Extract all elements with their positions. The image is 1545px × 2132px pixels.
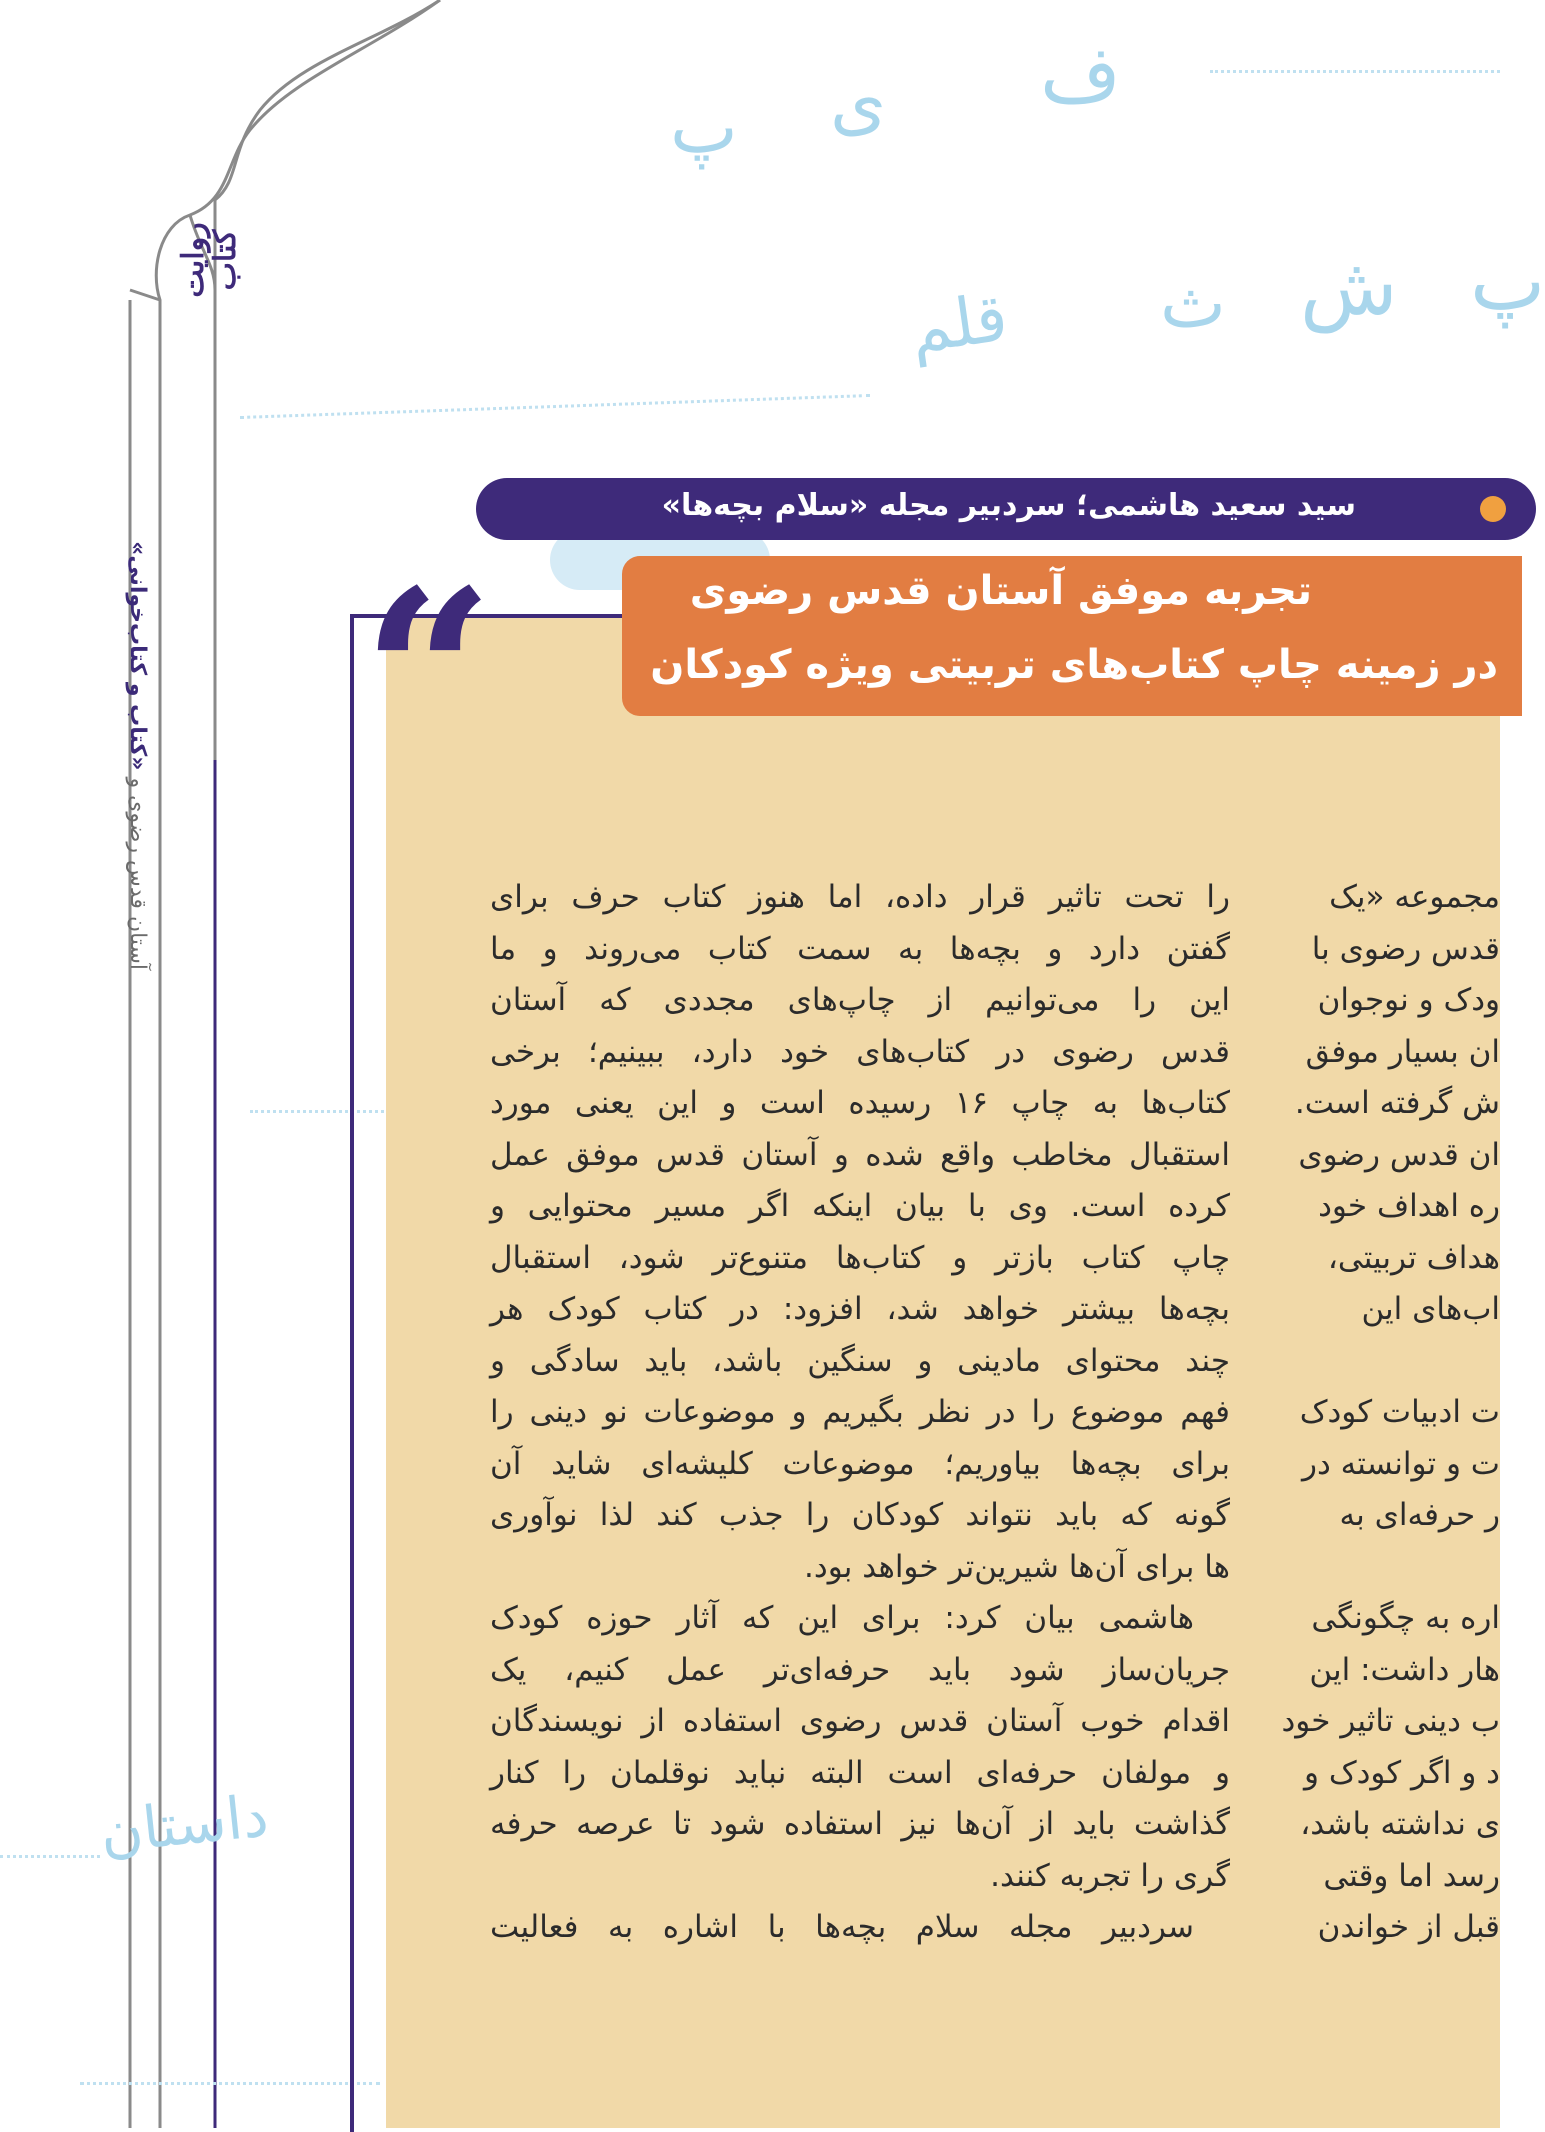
text-line: کتاب‌ها به چاپ ۱۶ رسیده است و این یعنی مورد: [490, 1085, 1231, 1121]
author-bar-dot: [1480, 496, 1506, 522]
article-title-line2: در زمینه چاپ کتاب‌های تربیتی ویژه کودکان: [650, 642, 1498, 688]
decorative-letter: پ: [1470, 235, 1545, 328]
text-line: گری را تجربه کنند.: [990, 1857, 1230, 1894]
text-line: ان بسیار موفق: [1305, 1033, 1500, 1070]
decorative-letter: داستان: [96, 1781, 272, 1867]
text-line: قدس رضوی با: [1311, 930, 1500, 967]
text-line: چند محتوای مادینی و سنگین باشد، باید سادگی و: [490, 1342, 1230, 1379]
text-line: مجموعه «یک: [1329, 879, 1500, 915]
text-line: ودک و نوجوان: [1317, 982, 1500, 1018]
text-line: اب‌های این: [1361, 1291, 1500, 1327]
text-line: ان قدس رضوی: [1298, 1136, 1500, 1173]
text-line: قدس رضوی در کتاب‌های خود دارد، ببینیم؛ برخی: [490, 1033, 1230, 1070]
text-line: این را می‌توانیم از چاپ‌های مجددی که آستان: [490, 982, 1230, 1018]
text-line: اقدام خوب آستان قدس رضوی استفاده از نویسندگان: [490, 1703, 1230, 1739]
text-line: ت ادبیات کودک: [1299, 1394, 1500, 1430]
decorative-letter: قلم: [905, 278, 1013, 369]
text-line: چاپ کتاب بازتر و کتاب‌ها متنوع‌تر شود، استقبال: [490, 1239, 1230, 1276]
decorative-letter: ش: [1300, 240, 1398, 333]
article-column-left: [490, 872, 1230, 1954]
decorative-dotted-line: [80, 2082, 380, 2085]
text-line: کرده است. وی با بیان اینکه اگر مسیر محتوایی و: [490, 1188, 1230, 1224]
magazine-logo: [178, 200, 278, 320]
text-line: قبل از خواندن: [1317, 1909, 1500, 1945]
text-line: ب دینی تاثیر خود: [1281, 1703, 1500, 1739]
text-line: بچه‌ها بیشتر خواهد شد، افزود: در کتاب کودک هر: [490, 1291, 1230, 1327]
text-line: هاشمی بیان کرد: برای این که آثار حوزه کودک: [490, 1600, 1194, 1636]
author-line: سید سعید هاشمی؛ سردبیر مجله «سلام بچه‌ها»: [661, 488, 1356, 523]
side-title-highlight: «کتاب و کتاب‌خوانی»: [125, 541, 150, 771]
quote-mark: “: [362, 540, 495, 810]
text-line: گفتن دارد و بچه‌ها به سمت کتاب می‌روند و ما: [490, 930, 1230, 967]
text-line: اره به چگونگی: [1311, 1600, 1500, 1636]
side-title-prefix: آستان قدس رضوی و: [125, 777, 150, 970]
logo-text: روایت کتاب: [176, 222, 243, 298]
author-bar: [476, 478, 1536, 540]
article-title-box: [622, 556, 1522, 716]
decorative-letter: ی: [830, 60, 887, 144]
text-line: ی نداشته باشد،: [1300, 1806, 1500, 1842]
text-line: [1282, 1336, 1500, 1388]
text-line: فهم موضوع را در نظر بگیریم و موضوعات نو دینی را: [490, 1394, 1230, 1430]
text-line: ها برای آن‌ها شیرین‌تر خواهد بود.: [804, 1548, 1230, 1585]
decorative-dotted-line: [1210, 70, 1500, 73]
decorative-dotted-line: [0, 1855, 100, 1858]
text-line: استقبال مخاطب واقع شده و آستان قدس موفق عمل: [490, 1136, 1230, 1173]
text-line: گونه که باید نتواند کودکان را جذب کند لذا نوآوری: [490, 1497, 1230, 1533]
text-line: سردبیر مجله سلام بچه‌ها با اشاره به فعالیت: [490, 1909, 1194, 1945]
text-line: ر حرفه‌ای به: [1339, 1497, 1500, 1533]
article-column-right: [1282, 872, 1500, 1954]
text-line: را تحت تاثیر قرار داده، اما هنوز کتاب حرف برای: [490, 879, 1230, 915]
decorative-letter: ث: [1160, 262, 1226, 344]
text-line: [1282, 1542, 1500, 1594]
text-line: د و اگر کودک و: [1304, 1754, 1500, 1791]
text-line: هار داشت: این: [1309, 1651, 1500, 1688]
text-line: گذاشت باید از آن‌ها نیز استفاده شود تا عرصه حرفه: [490, 1806, 1230, 1842]
text-line: جریان‌ساز شود باید حرفه‌ای‌تر عمل کنیم، یک: [490, 1651, 1230, 1688]
text-line: رسد اما وقتی: [1323, 1857, 1500, 1894]
article-title-line1: تجربه موفق آستان قدس رضوی: [689, 568, 1312, 614]
decorative-letter: ف: [1040, 30, 1121, 120]
decorative-letter: پ: [670, 85, 738, 169]
text-line: ش گرفته است.: [1294, 1085, 1500, 1121]
text-line: و مولفان حرفه‌ای است البته نباید نوقلمان را کنار: [490, 1754, 1230, 1791]
text-line: ت و توانسته در: [1301, 1445, 1500, 1482]
side-title: [125, 370, 150, 970]
text-line: برای بچه‌ها بیاوریم؛ موضوعات کلیشه‌ای شاید آن: [490, 1445, 1230, 1482]
text-line: ره اهداف خود: [1318, 1188, 1500, 1224]
text-line: هداف تربیتی،: [1327, 1239, 1500, 1276]
